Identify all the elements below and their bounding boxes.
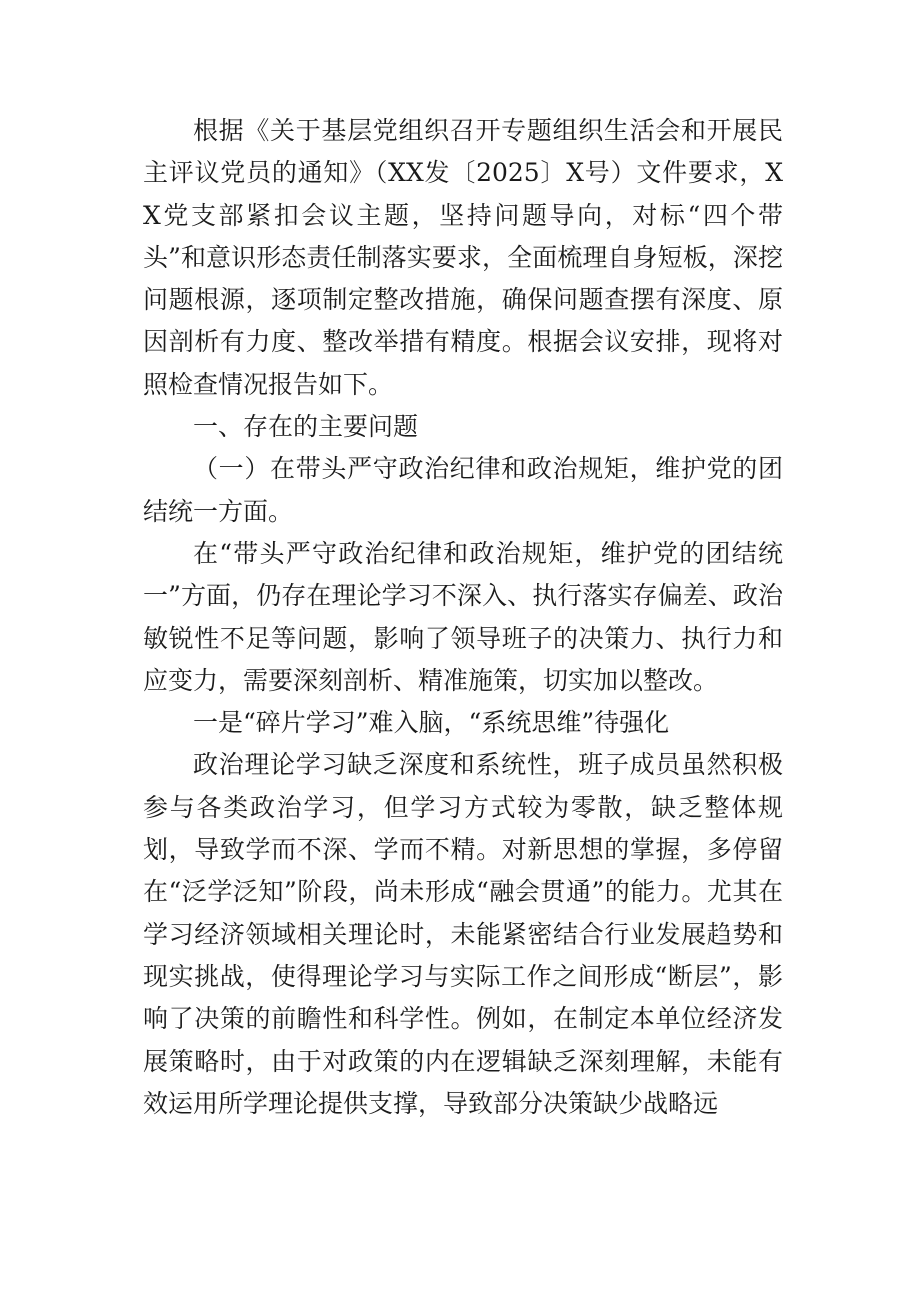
point-heading-fragmented-learning: 一是“碎片学习”难入脑，“系统思维”待强化	[193, 708, 670, 738]
section-heading-main-problems: 一、存在的主要问题	[193, 412, 419, 442]
point-body-paragraph: 政治理论学习缺乏深度和系统性，班子成员虽然积极参与各类政治学习，但学习方式较为零散，缺乏整体规划，导致学而不深、学而不精。对新思想的掌握，多停留在“泛学泛知”阶段，尚未形成“融会贯通”的能力。尤其在学习经济领域相关理论时，未能紧密结合行业发展趋势和现实挑战，使得理论学习与实际工作之间形成“断层”，影响了决策的前瞻性和科学性。例如，在制定本单位经济发展策略时，由于对政策的内在逻辑缺乏深刻理解，未能有效运用所学理论提供支撑，导致部分决策缺少战略远	[143, 750, 783, 1118]
subsection-heading-political-discipline: （一）在带头严守政治纪律和政治规矩，维护党的团结统一方面。	[143, 454, 783, 526]
document-body	[143, 110, 783, 1125]
intro-paragraph: 根据《关于基层党组织召开专题组织生活会和开展民主评议党员的通知》（XX发〔2025〕X号）文件要求，XX党支部紧扣会议主题，坚持问题导向，对标“四个带头”和意识形态责任制落实要求，全面梳理自身短板，深挖问题根源，逐项制定整改措施，确保问题查摆有深度、原因剖析有力度、整改举措有精度。根据会议安排，现将对照检查情况报告如下。	[143, 116, 783, 399]
subsection-summary-paragraph: 在“带头严守政治纪律和政治规矩，维护党的团结统一”方面，仍存在理论学习不深入、执行落实存偏差、政治敏锐性不足等问题，影响了领导班子的决策力、执行力和应变力，需要深刻剖析、精准施策，切实加以整改。	[143, 538, 783, 695]
